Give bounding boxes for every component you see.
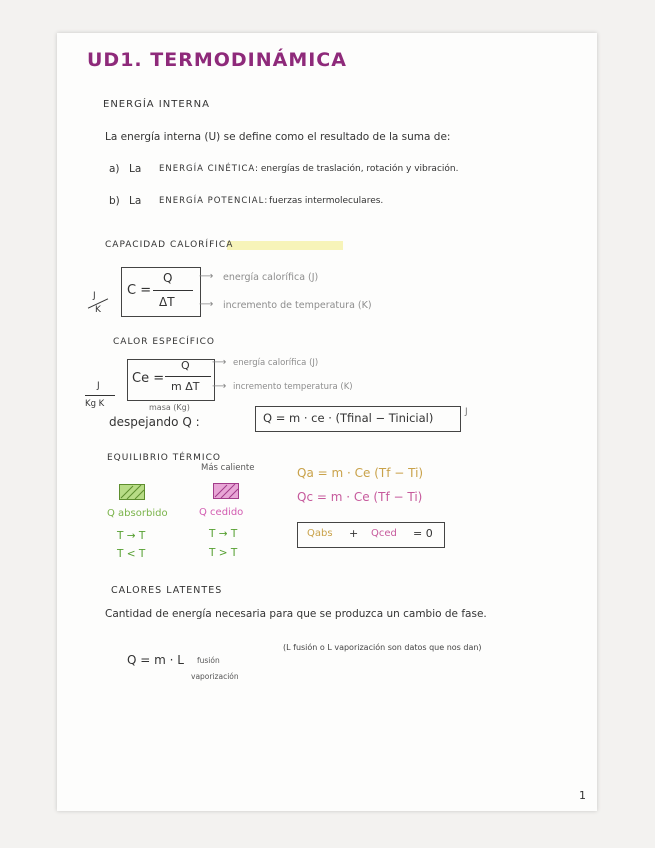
item-b-label: b) xyxy=(109,195,120,207)
calor-formula-unit: J xyxy=(465,407,468,417)
item-b-desc: fuerzas intermoleculares. xyxy=(269,196,384,206)
mas-caliente-label: Más caliente xyxy=(201,463,255,473)
capacidad-lhs: C = xyxy=(127,283,152,298)
calor-mass-note: masa (Kg) xyxy=(149,403,190,412)
latentes-sub2: vaporización xyxy=(191,672,239,681)
calor-den: m ΔT xyxy=(171,380,200,393)
sum-abs: Qabs xyxy=(307,528,333,539)
latentes-note: (L fusión o L vaporización son datos que nos dan) xyxy=(283,643,482,652)
abs-row1: T → T xyxy=(117,530,146,542)
calor-note-top: energía calorífica (J) xyxy=(233,358,319,368)
sum-eq: = 0 xyxy=(413,527,433,540)
arrow-right-icon: ⟶ xyxy=(212,357,227,368)
latentes-sub1: fusión xyxy=(197,656,220,665)
calor-unit-line xyxy=(85,395,115,396)
equilibrio-eq1: Qa = m · Ce (Tf − Ti) xyxy=(297,466,424,480)
q-absorbido-label: Q absorbido xyxy=(107,508,168,519)
sum-ced: Qced xyxy=(371,528,397,539)
page-number: 1 xyxy=(579,789,586,802)
ced-row2: T > T xyxy=(209,547,238,559)
calor-lhs: Ce = xyxy=(132,371,165,386)
item-b-term: ENERGÍA POTENCIAL: xyxy=(159,196,269,206)
latentes-heading: CALORES LATENTES xyxy=(111,585,223,596)
capacidad-heading: CAPACIDAD CALORÍFICA xyxy=(105,240,234,250)
capacidad-frac-line xyxy=(153,290,193,291)
sum-plus: + xyxy=(349,527,359,540)
calor-despejando: despejando Q : xyxy=(109,415,200,429)
calor-num: Q xyxy=(181,359,190,372)
calor-frac-line xyxy=(165,376,211,377)
arrow-right-icon: ⟶ xyxy=(199,271,214,282)
calor-note-bottom: incremento temperatura (K) xyxy=(233,382,353,392)
green-hatch-swatch xyxy=(119,484,145,500)
calor-unit-num: J xyxy=(97,381,100,391)
capacidad-den: ΔT xyxy=(159,295,175,309)
item-a-desc: : energías de traslación, rotación y vibración. xyxy=(255,164,459,174)
ced-row1: T → T xyxy=(209,528,238,540)
latentes-desc: Cantidad de energía necesaria para que se produzca un cambio de fase. xyxy=(105,608,487,620)
capacidad-unit-den: K xyxy=(95,305,101,315)
item-a-label: a) xyxy=(109,163,120,175)
item-a-term: ENERGÍA CINÉTICA xyxy=(159,164,256,174)
capacidad-unit-num: J xyxy=(93,291,96,301)
equilibrio-eq2: Qc = m · Ce (Tf − Ti) xyxy=(297,490,423,504)
capacidad-num: Q xyxy=(163,271,173,285)
arrow-right-icon: ⟶ xyxy=(199,299,214,310)
energia-intro: La energía interna (U) se define como el resultado de la suma de: xyxy=(105,131,451,143)
abs-row2: T < T xyxy=(117,548,146,560)
calor-heading: CALOR ESPECÍFICO xyxy=(113,337,215,347)
arrow-right-icon: ⟶ xyxy=(212,381,227,392)
calor-unit-den: Kg K xyxy=(85,399,105,409)
q-cedido-label: Q cedido xyxy=(199,507,244,518)
energia-heading: ENERGÍA INTERNA xyxy=(103,99,210,110)
item-a-la: La xyxy=(129,163,142,175)
notebook-page xyxy=(57,33,597,811)
item-b-la: La xyxy=(129,195,142,207)
page-title: UD1. TERMODINÁMICA xyxy=(87,49,347,71)
highlight-mark xyxy=(227,241,343,250)
pink-hatch-swatch xyxy=(213,483,239,499)
capacidad-note-top: energía calorífica (J) xyxy=(223,272,319,283)
capacidad-note-bottom: incremento de temperatura (K) xyxy=(223,300,372,311)
calor-formula: Q = m · ce · (Tfinal − Tinicial) xyxy=(263,411,434,425)
equilibrio-heading: EQUILIBRIO TÉRMICO xyxy=(107,453,221,463)
latentes-formula: Q = m · L xyxy=(127,653,184,667)
